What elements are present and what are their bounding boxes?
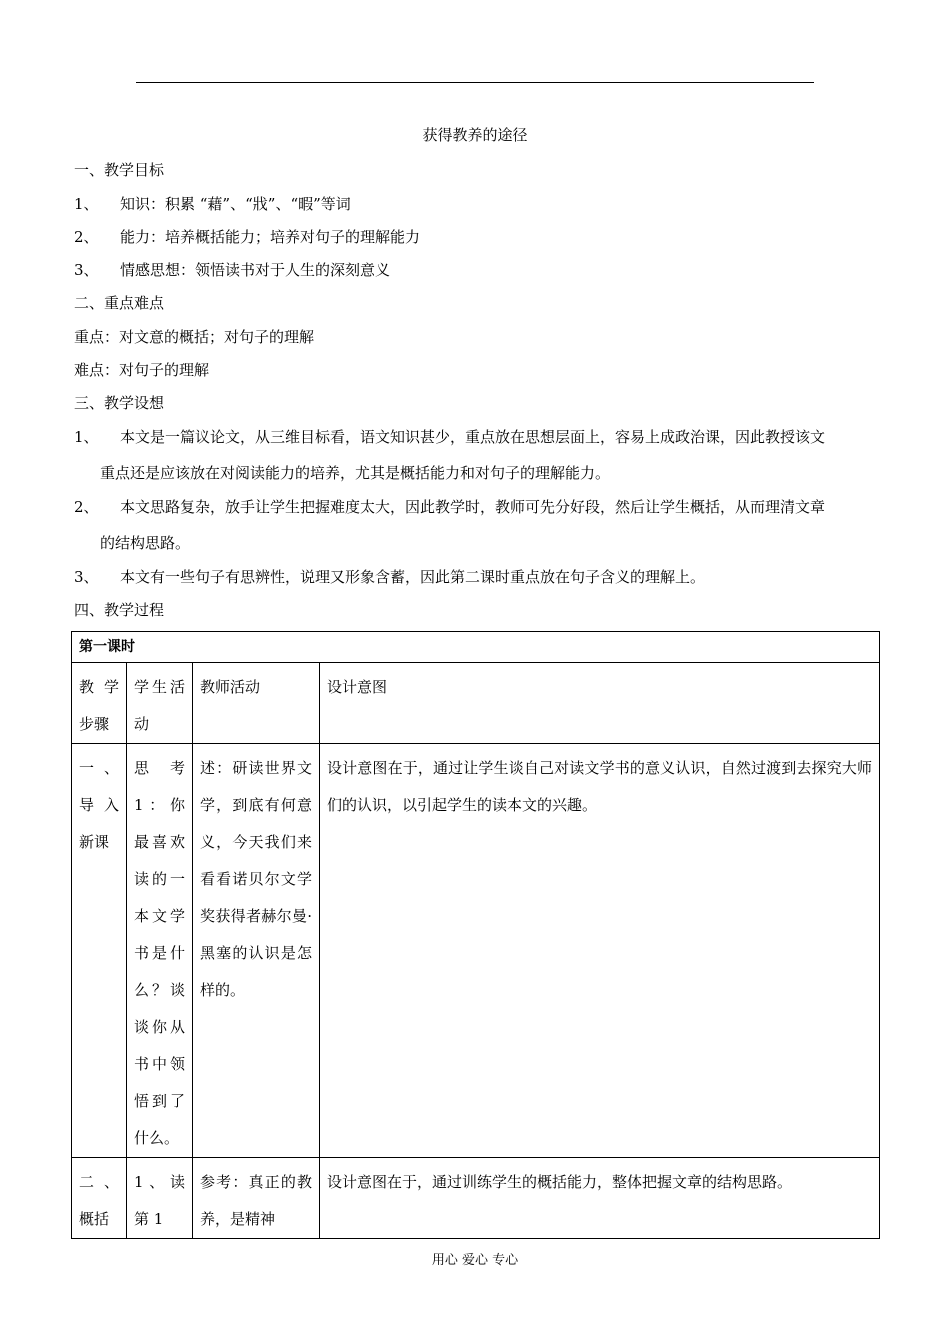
period-label: 第一课时: [72, 632, 880, 663]
table-period-row: [72, 632, 880, 663]
header-step: 教学步骤: [72, 663, 127, 744]
goal-item: [74, 194, 351, 214]
table-row: [72, 1158, 880, 1239]
goal-number: 3、: [74, 261, 99, 279]
cell-student: 思考1：你最喜欢读的一本文学书是什么？谈谈你从书中领悟到了什么。: [127, 744, 193, 1158]
idea-item: [74, 427, 825, 447]
cell-teacher: 述：研读世界文学，到底有何意义，今天我们来看看诺贝尔文学奖获得者赫尔曼·黑塞的认识是怎样的。: [193, 744, 320, 1158]
idea-text-continued: 的结构思路。: [100, 534, 191, 552]
difficult-point: 难点：对句子的理解: [74, 361, 210, 379]
idea-number: 2、: [74, 498, 99, 516]
header-teacher: 教师活动: [193, 663, 320, 744]
header-intent: 设计意图: [320, 663, 880, 744]
idea-item: [74, 567, 705, 587]
goal-item: [74, 260, 390, 280]
header-student: 学生活动: [127, 663, 193, 744]
idea-text: 本文有一些句子有思辨性，说理又形象含蓄，因此第二课时重点放在句子含义的理解上。: [120, 568, 706, 586]
lesson-plan-table: [71, 631, 880, 1239]
idea-text-continued: 重点还是应该放在对阅读能力的培养，尤其是概括能力和对句子的理解能力。: [100, 464, 611, 482]
table-header-row: [72, 663, 880, 744]
idea-text: 本文是一篇议论文，从三维目标看，语文知识甚少，重点放在思想层面上，容易上成政治课，因此教授该文: [120, 428, 826, 446]
idea-number: 3、: [74, 568, 99, 586]
cell-intent: 设计意图在于，通过让学生谈自己对读文学书的意义认识，自然过渡到去探究大师们的认识，以引起学生的读本文的兴趣。: [320, 744, 880, 1158]
goal-item: [74, 227, 420, 247]
idea-text: 本文思路复杂，放手让学生把握难度太大，因此教学时，教师可先分好段，然后让学生概括，从而理清文章: [120, 498, 826, 516]
page-footer: 用心 爱心 专心: [431, 1253, 519, 1268]
section-heading-ideas: 三、教学设想: [74, 394, 165, 412]
table-row: [72, 744, 880, 1158]
cell-teacher: 参考：真正的教养，是精神: [193, 1158, 320, 1239]
section-heading-process: 四、教学过程: [74, 601, 165, 619]
goal-number: 1、: [74, 195, 99, 213]
section-heading-goals: 一、教学目标: [74, 161, 165, 179]
cell-step: 一、导入新课: [72, 744, 127, 1158]
goal-text: 能力：培养概括能力；培养对句子的理解能力: [120, 228, 421, 246]
cell-intent: 设计意图在于，通过训练学生的概括能力，整体把握文章的结构思路。: [320, 1158, 880, 1239]
cell-step: 二、概括: [72, 1158, 127, 1239]
cell-student: 1、读第 1: [127, 1158, 193, 1239]
key-point: 重点：对文意的概括；对句子的理解: [74, 328, 315, 346]
goal-text: 知识：积累 “藉”、“戕”、“暇”等词: [120, 195, 351, 213]
idea-item: [74, 497, 825, 517]
section-heading-key-points: 二、重点难点: [74, 294, 165, 312]
idea-number: 1、: [74, 428, 99, 446]
goal-text: 情感思想：领悟读书对于人生的深刻意义: [120, 261, 391, 279]
document-title: 获得教养的途径: [422, 126, 528, 144]
header-rule: [136, 82, 814, 83]
goal-number: 2、: [74, 228, 99, 246]
